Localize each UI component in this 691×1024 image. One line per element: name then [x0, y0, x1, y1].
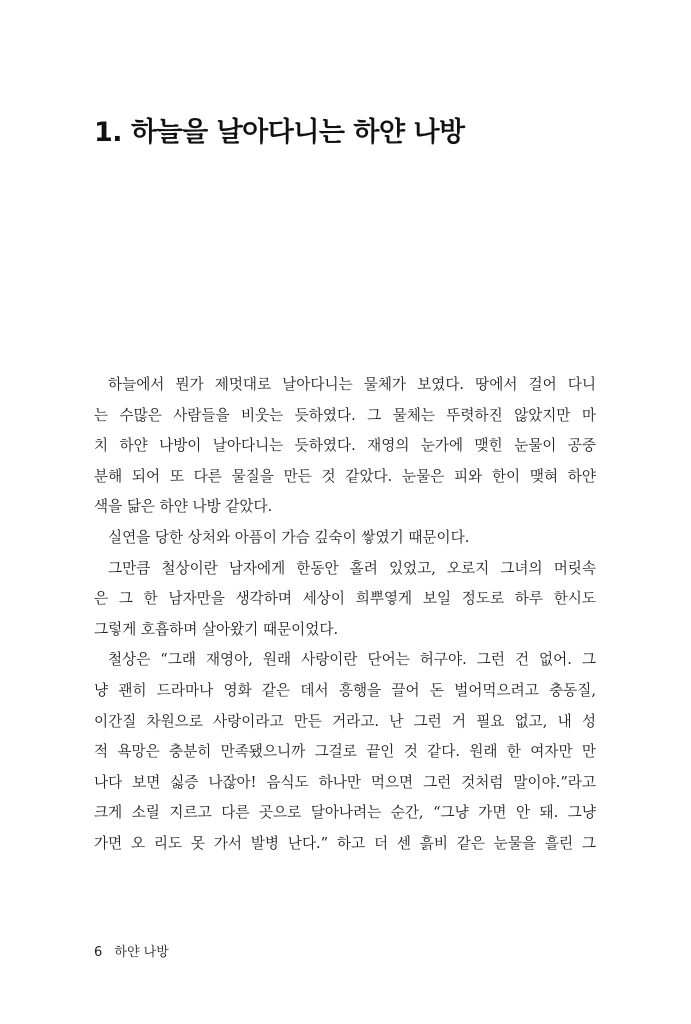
text-line: 치 하얀 나방이 날아다니는 듯하였다. 재영의 눈가에 맺힌 눈물이 공중 [94, 437, 596, 455]
chapter-title: 1. 하늘을 날아다니는 하얀 나방 [94, 117, 465, 148]
running-title: 하얀 나방 [114, 945, 169, 960]
text-line: 냥 괜히 드라마나 영화 같은 데서 흥행을 끌어 돈 벌어먹으려고 충동질, [94, 681, 596, 699]
text-line: 철상은 “그래 재영아, 원래 사랑이란 단어는 허구야. 그런 건 없어. 그 [108, 651, 596, 669]
text-line: 분해 되어 또 다른 물질을 만든 것 같았다. 눈물은 피와 한이 맺혀 하얀 [94, 467, 596, 485]
page-footer [94, 941, 169, 960]
text-line: 는 수많은 사람들을 비웃는 듯하였다. 그 물체는 뚜렷하진 않았지만 마 [94, 406, 596, 424]
text-line: 색을 닮은 하얀 나방 같았다. [94, 498, 273, 516]
text-line: 하늘에서 뭔가 제멋대로 날아다니는 물체가 보였다. 땅에서 걸어 다니 [108, 376, 596, 393]
text-line: 실연을 당한 상처와 아픔이 가슴 깊숙이 쌓였기 때문이다. [108, 528, 470, 546]
text-line: 그만큼 철상이란 남자에게 한동안 홀려 있었고, 오로지 그녀의 머릿속 [108, 559, 596, 577]
text-line: 크게 소릴 지르고 다른 곳으로 달아나려는 순간, “그냥 가면 안 돼. 그냥 [94, 804, 596, 822]
text-line: 이간질 차원으로 사랑이라고 만든 거라고. 난 그런 거 필요 없고, 내 성 [94, 712, 596, 730]
text-line: 적 욕망은 충분히 만족됐으니까 그걸로 끝인 것 같다. 원래 한 여자만 만 [94, 743, 596, 761]
text-line: 은 그 한 남자만을 생각하며 세상이 희뿌옇게 보일 정도로 하루 한시도 [94, 590, 596, 608]
body-text [94, 370, 596, 860]
text-line: 그렇게 호흡하며 살아왔기 때문이었다. [94, 620, 339, 638]
page-number: 6 [94, 945, 103, 960]
text-line: 가면 오 리도 못 가서 발병 난다.” 하고 더 센 흙비 같은 눈물을 흘린 그 [94, 834, 596, 852]
text-line: 나다 보면 싫증 나잖아! 음식도 하나만 먹으면 그런 것처럼 말이야.”라고 [94, 773, 596, 791]
